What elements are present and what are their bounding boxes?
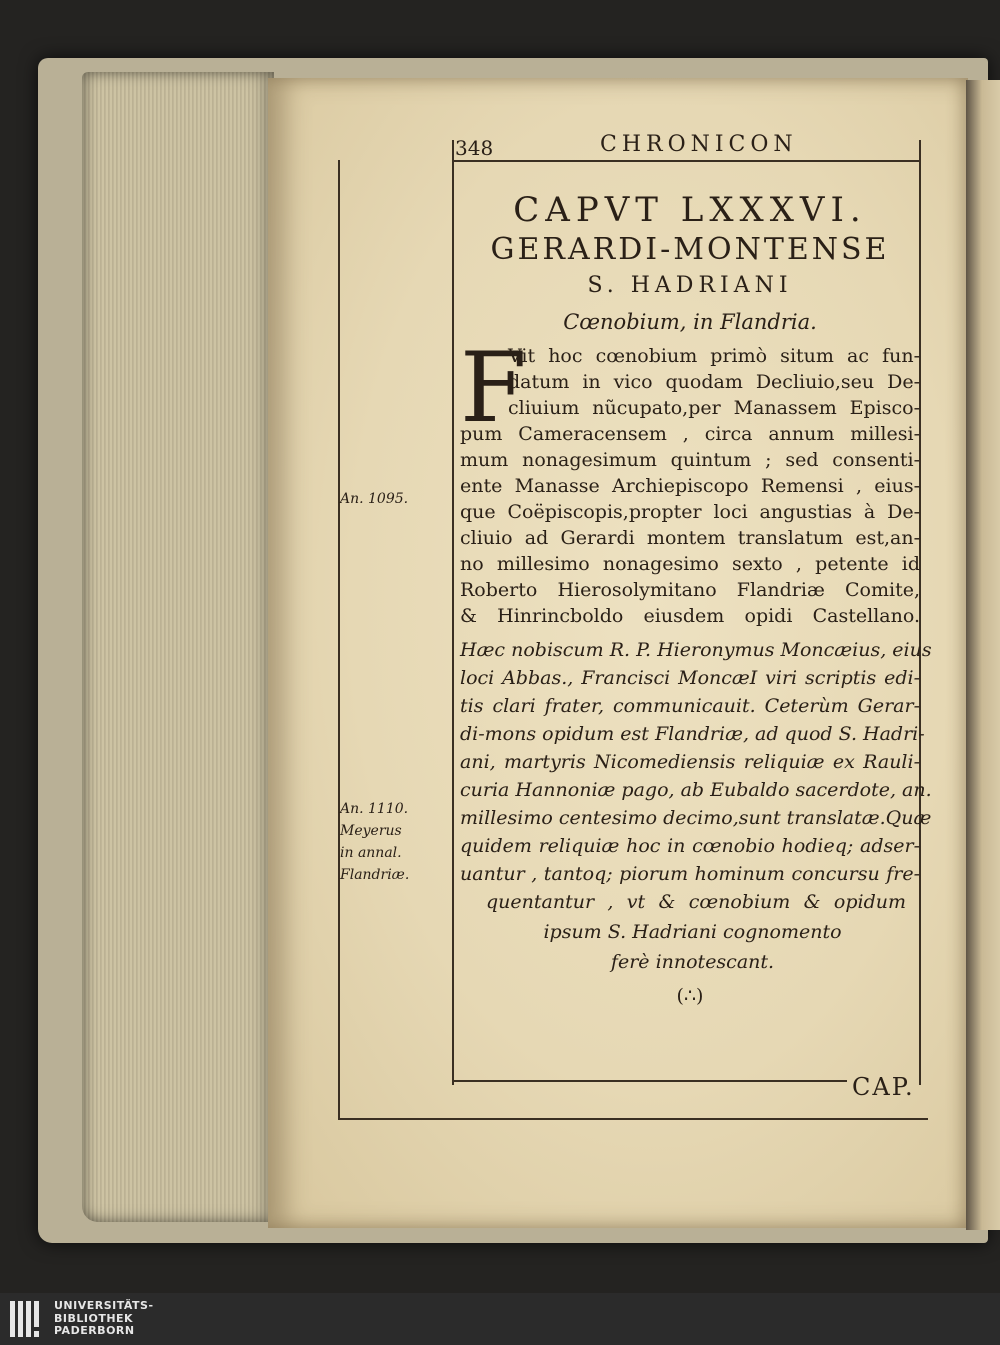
title-place-name: GERARDI-MONTENSE (490, 232, 890, 267)
body-line: Vit hoc cœnobium primò situm ac fun- (508, 345, 920, 367)
body-line: quidem reliquiæ hoc in cœnobio hodieq; adser- (460, 835, 920, 857)
body-line: Roberto Hierosolymitano Flandriæ Comite, (460, 579, 920, 601)
library-footer (0, 1293, 1000, 1345)
facing-page-edge (966, 80, 1000, 1230)
body-line: datum in vico quodam Decliuio,seu De- (508, 371, 920, 393)
body-line: Hæc nobiscum R. P. Hieronymus Moncæius, eius (460, 639, 932, 661)
body-line: curia Hannoniæ pago, ab Eubaldo sacerdote, an. (460, 779, 932, 801)
body-line: tis clari frater, communicauit. Ceterùm Gerar- (460, 695, 920, 717)
body-line: no millesimo nonagesimo sexto , petente id (460, 553, 920, 575)
body-line: uantur , tantoq; piorum hominum concursu fre- (460, 863, 920, 885)
library-logo-icon (10, 1301, 46, 1337)
page-edges (82, 72, 274, 1222)
closing-line: ferè innotescant. (610, 951, 775, 973)
margin-note-line: in annal. (340, 845, 402, 861)
body-line: pum Cameracensem , circa annum millesi- (460, 423, 920, 445)
body-line: di-mons opidum est Flandriæ, ad quod S. Hadri- (460, 723, 925, 745)
body-line: loci Abbas., Francisci MoncæI viri scriptis edi- (460, 667, 920, 689)
title-saint-name: S. HADRIANI (587, 273, 793, 298)
library-name (54, 1300, 154, 1338)
margin-note-line: An. 1110. (340, 801, 409, 817)
library-name-line: UNIVERSITÄTS- (54, 1299, 154, 1312)
chapter-title: CAPVT LXXXVI. (513, 190, 867, 230)
body-line: que Coëpiscopis,propter loci angustias à De- (460, 501, 920, 523)
page-number: 348 (455, 136, 494, 160)
left-margin-rule (452, 140, 454, 1085)
outer-margin-rule (338, 160, 340, 1120)
body-line: mum nonagesimum quintum ; sed consenti- (460, 449, 920, 471)
body-line: quentantur , vt & cœnobium & opidum (486, 891, 906, 913)
body-line: millesimo centesimo decimo,sunt translatæ.Quæ (460, 807, 932, 829)
margin-note-year-1095: An. 1095. (340, 491, 409, 507)
body-line: ani, martyris Nicomediensis reliquiæ ex Rauli- (460, 751, 920, 773)
margin-note-line: Flandriæ. (340, 867, 410, 883)
closing-ornament: (∴) (676, 985, 704, 1007)
header-rule (452, 160, 920, 162)
drop-cap: F (460, 332, 527, 444)
body-line: cliuium nũcupato,per Manassem Episco- (508, 397, 920, 419)
catchword: CAP. (852, 1073, 915, 1101)
closing-line: ipsum S. Hadriani cognomento (543, 921, 842, 943)
library-name-line: PADERBORN (54, 1324, 135, 1337)
library-name-line: BIBLIOTHEK (54, 1311, 134, 1325)
bottom-rule-inner (452, 1080, 847, 1082)
bottom-rule-outer (338, 1118, 928, 1120)
running-head: CHRONICON (600, 132, 798, 157)
body-line: & Hinrincboldo eiusdem opidi Castellano. (460, 605, 920, 627)
title-subtitle: Cœnobium, in Flandria. (563, 310, 817, 334)
margin-note-line: Meyerus (340, 823, 402, 839)
body-line: cliuio ad Gerardi montem translatum est,an- (460, 527, 920, 549)
body-line: ente Manasse Archiepiscopo Remensi , eius- (460, 475, 920, 497)
